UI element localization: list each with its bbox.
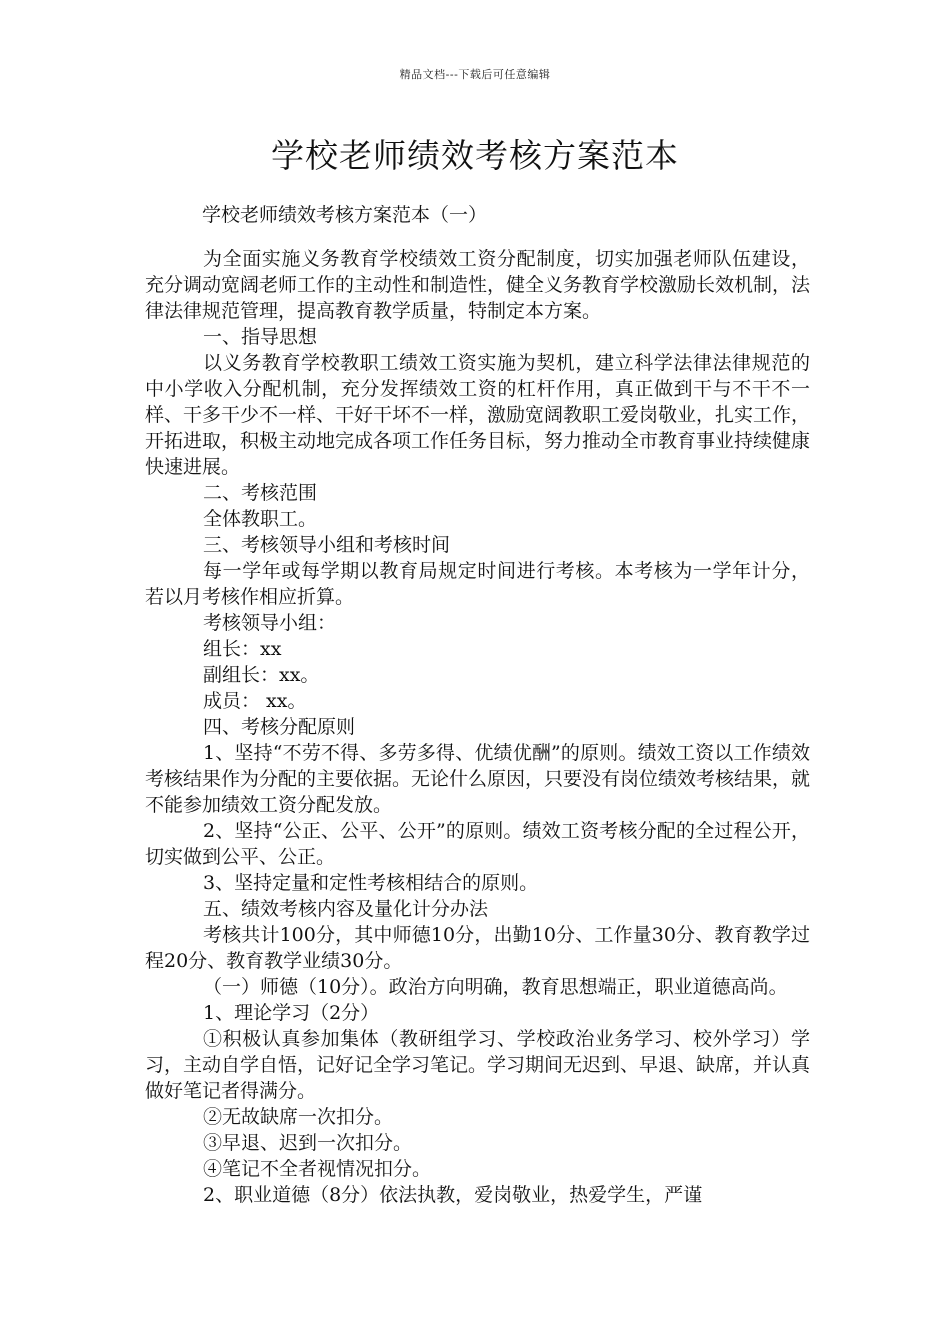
- body-paragraph: 以义务教育学校教职工绩效工资实施为契机，建立科学法律法律规范的中小学收入分配机制，充分发挥绩效工资的杠杆作用，真正做到干与不干不一样、干多干少不一样、干好干坏不一样，激励宽阔教职工爱岗敬业，扎实工作，开拓进取，积极主动地完成各项工作任务目标，努力推动全市教育事业持续健康快速进展。: [145, 352, 811, 478]
- header-note: 精品文档---下载后可任意编辑: [399, 68, 551, 81]
- body-paragraph: 成员： xx。: [203, 690, 307, 712]
- body-paragraph: 组长：xx: [203, 638, 282, 660]
- body-paragraph: 2、职业道德（8分）依法执教，爱岗敬业，热爱学生，严谨: [203, 1184, 703, 1206]
- body-paragraph: 二、考核范围: [203, 482, 318, 504]
- body-paragraph: ③早退、迟到一次扣分。: [203, 1132, 413, 1154]
- body-paragraph: 1、理论学习（2分）: [203, 1002, 380, 1024]
- body-paragraph: 每一学年或每学期以教育局规定时间进行考核。本考核为一学年计分，若以月考核作相应折算。: [145, 560, 810, 608]
- body-paragraph: 四、考核分配原则: [203, 716, 356, 738]
- body-paragraph: 五、绩效考核内容及量化计分办法: [203, 898, 489, 920]
- body-paragraph: 考核共计100分，其中师德10分，出勤10分、工作量30分、教育教学过程20分、教育教学业绩30分。: [145, 924, 810, 972]
- document-title: 学校老师绩效考核方案范本: [271, 136, 679, 175]
- body-paragraph: 为全面实施义务教育学校绩效工资分配制度，切实加强老师队伍建设，充分调动宽阔老师工作的主动性和制造性，健全义务教育学校激励长效机制，法律法律规范管理，提高教育教学质量，特制定本方案。: [145, 248, 811, 322]
- body-paragraph: ②无故缺席一次扣分。: [203, 1106, 394, 1128]
- body-paragraph: （一）师德（10分）。政治方向明确，教育思想端正，职业道德高尚。: [203, 976, 788, 998]
- document-body: [145, 246, 810, 1208]
- body-paragraph: 副组长：xx。: [203, 664, 320, 686]
- document-subtitle: 学校老师绩效考核方案范本（一）: [202, 204, 488, 226]
- body-paragraph: 考核领导小组：: [203, 612, 337, 634]
- body-paragraph: 一、指导思想: [203, 326, 318, 348]
- body-paragraph: 2、坚持“公正、公平、公开”的原则。绩效工资考核分配的全过程公开，切实做到公平、公正。: [145, 820, 810, 868]
- body-paragraph: 3、坚持定量和定性考核相结合的原则。: [203, 872, 539, 894]
- body-paragraph: 1、坚持“不劳不得、多劳多得、优绩优酬”的原则。绩效工资以工作绩效考核结果作为分配的主要依据。无论什么原因，只要没有岗位绩效考核结果，就不能参加绩效工资分配发放。: [145, 742, 811, 816]
- body-paragraph: ④笔记不全者视情况扣分。: [203, 1158, 432, 1180]
- body-paragraph: ①积极认真参加集体（教研组学习、学校政治业务学习、校外学习）学习，主动自学自悟，记好记全学习笔记。学习期间无迟到、早退、缺席，并认真做好笔记者得满分。: [145, 1028, 811, 1102]
- body-paragraph: 三、考核领导小组和考核时间: [203, 534, 451, 556]
- body-paragraph: 全体教职工。: [203, 508, 318, 530]
